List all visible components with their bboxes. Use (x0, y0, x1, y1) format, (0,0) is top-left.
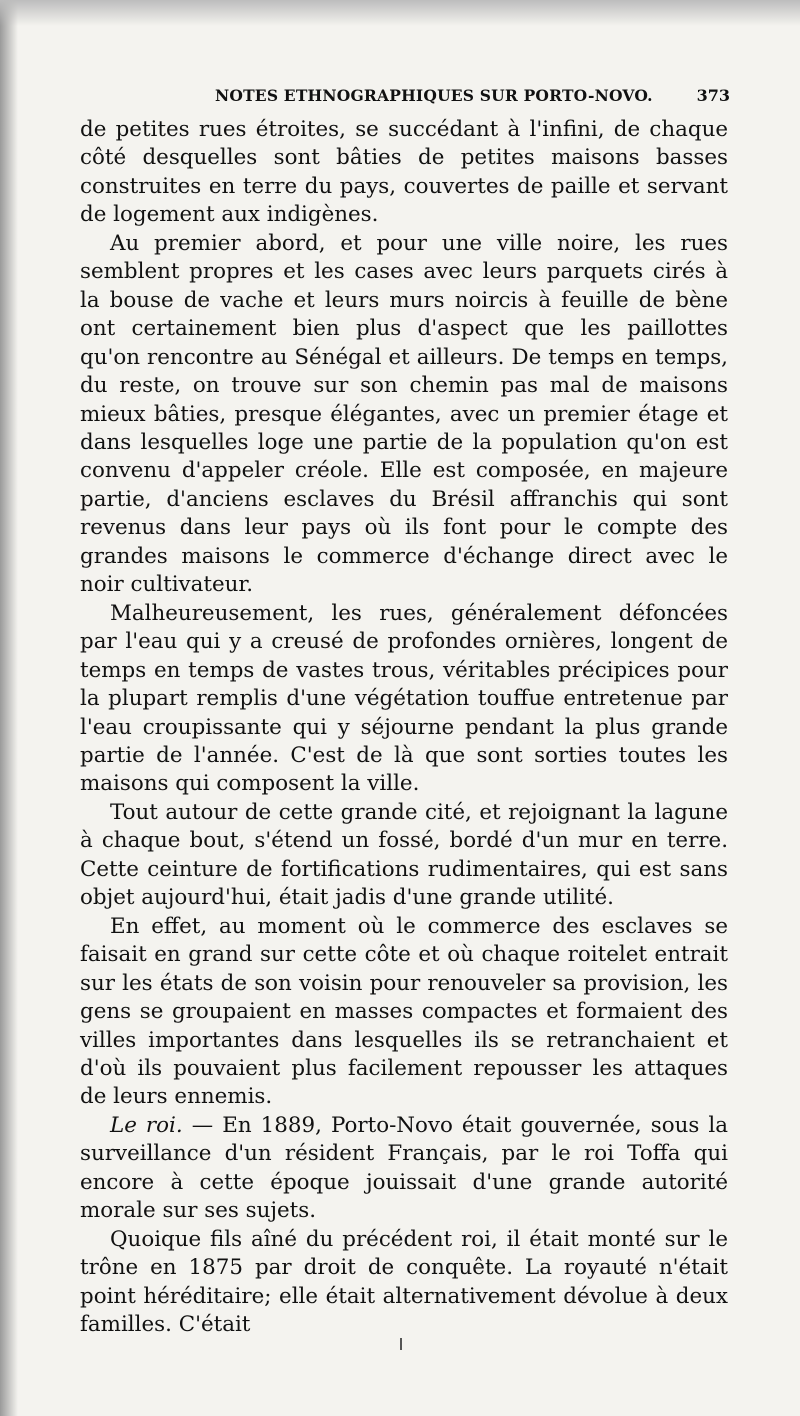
running-title: NOTES ETHNOGRAPHIQUES SUR PORTO-NOVO. (215, 86, 653, 105)
paragraph-continued: de petites rues étroites, se succédant à l'infini, de chaque côté desquelles sont bâties de petites maisons basses construites en terre du pays, couvertes de paille et servant de logement aux indigènes. (80, 117, 728, 228)
page-number: 373 (696, 86, 730, 105)
running-head (80, 86, 730, 110)
paragraph: Malheureusement, les rues, généralement défoncées par l'eau qui y a creusé de profondes ornières, longent de temps en temps de vastes trous, véritables précipices pour la plupart remplis d'une végétation touffue entretenue par l'eau croupissante qui y séjourne pendant la plus grande partie de l'année. C'est de là que sont sorties toutes les maisons qui composent la ville. (80, 600, 728, 797)
paragraph: En effet, au moment où le commerce des esclaves se faisait en grand sur cette côte et où chaque roitelet entrait sur les états de son voisin pour renouveler sa provision, les gens se groupaient en masses compactes et formaient des villes importantes dans lesquelles ils se retranchaient et d'où ils pouvaient plus facilement repousser les attaques de leurs ennemis. (80, 913, 728, 1110)
paragraph-le-roi (80, 1112, 728, 1226)
paragraph-last: Quoique fils aîné du précédent roi, il était monté sur le trône en 1875 par droit de conquête. La royauté n'était point héréditaire; elle était alternativement dévolue à deux familles. C'était (80, 1226, 728, 1338)
page-edge-shadow (0, 0, 18, 1416)
page-top-shadow (0, 0, 800, 26)
paragraph-text: — En 1889, Porto-Novo était gouvernée, sous la surveillance d'un résident Français, par le roi Toffa qui encore à cette époque jouissait d'une grande autorité morale sur ses sujets. (80, 1112, 728, 1224)
paragraph: Au premier abord, et pour une ville noire, les rues semblent propres et les cases avec leurs parquets cirés à la bouse de vache et leurs murs noircis à feuille de bène ont certainement bien plus d'aspect que les paillottes qu'on rencontre au Sénégal et ailleurs. De temps en temps, du reste, on trouve sur son chemin pas mal de maisons mieux bâties, presque élégantes, avec un premier étage et dans lesquelles loge une partie de la population qu'on est convenu d'appeler créole. Elle est composée, en majeure partie, d'anciens esclaves du Brésil affranchis qui sont revenus dans leur pays où ils font pour le compte des grandes maisons le commerce d'échange direct avec le noir cultivateur. (80, 230, 728, 598)
section-title-le-roi: Le roi. (110, 1112, 183, 1138)
paragraph: Tout autour de cette grande cité, et rejoignant la lagune à chaque bout, s'étend un fossé, bordé d'un mur en terre. Cette ceinture de fortifications rudimentaires, qui est sans objet aujourd'hui, était jadis d'une grande utilité. (80, 799, 728, 911)
text-body (80, 116, 728, 1339)
scan-mark (400, 1338, 402, 1350)
